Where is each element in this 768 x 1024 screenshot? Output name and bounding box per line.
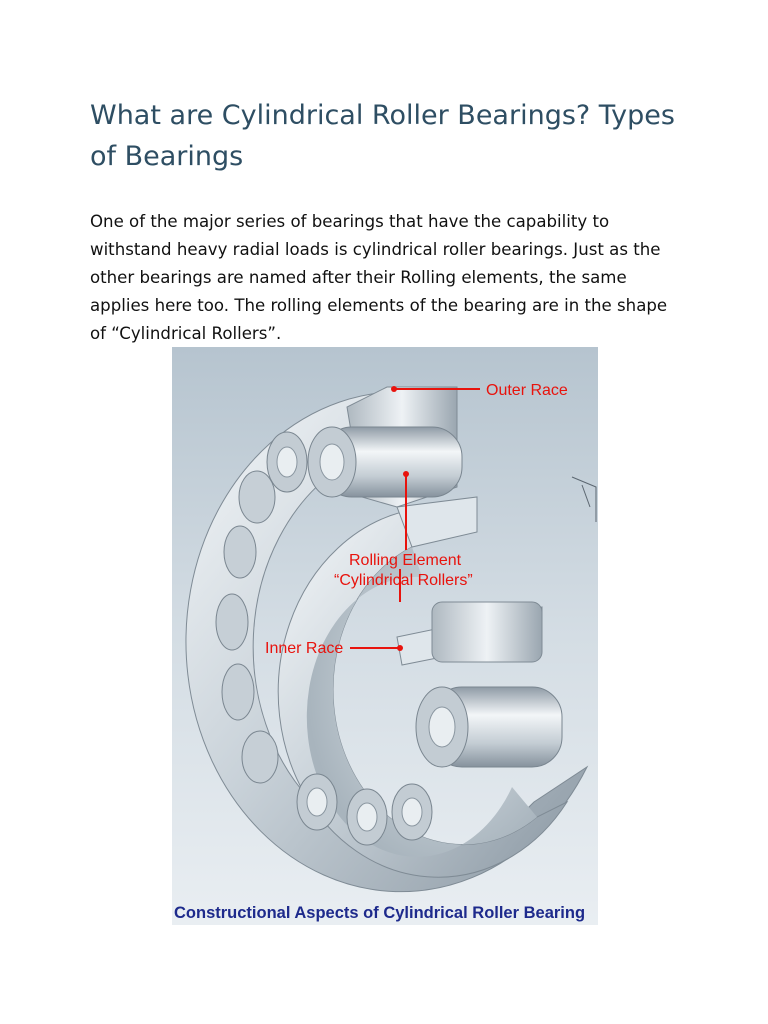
bearing-diagram-svg	[172, 347, 598, 925]
inner-race-label: Inner Race	[265, 640, 344, 657]
page-title: What are Cylindrical Roller Bearings? Types of Bearings	[90, 100, 675, 172]
intro-paragraph: One of the major series of bearings that have the capability to withstand heavy radial loads is cylindrical roller bearings. Just as the other bearings are named after their Rolling elements, the same applies here too. The rolling elements of the bearing are in the shape of “Cylindrical Rollers”.	[90, 212, 668, 343]
bearing-diagram-image	[172, 347, 598, 925]
figure-caption: Constructional Aspects of Cylindrical Roller Bearing	[174, 904, 586, 922]
cylindrical-rollers-label: “Cylindrical Rollers”	[334, 572, 473, 589]
outer-race-label: Outer Race	[486, 382, 568, 399]
rolling-element-label: Rolling Element	[349, 552, 462, 569]
